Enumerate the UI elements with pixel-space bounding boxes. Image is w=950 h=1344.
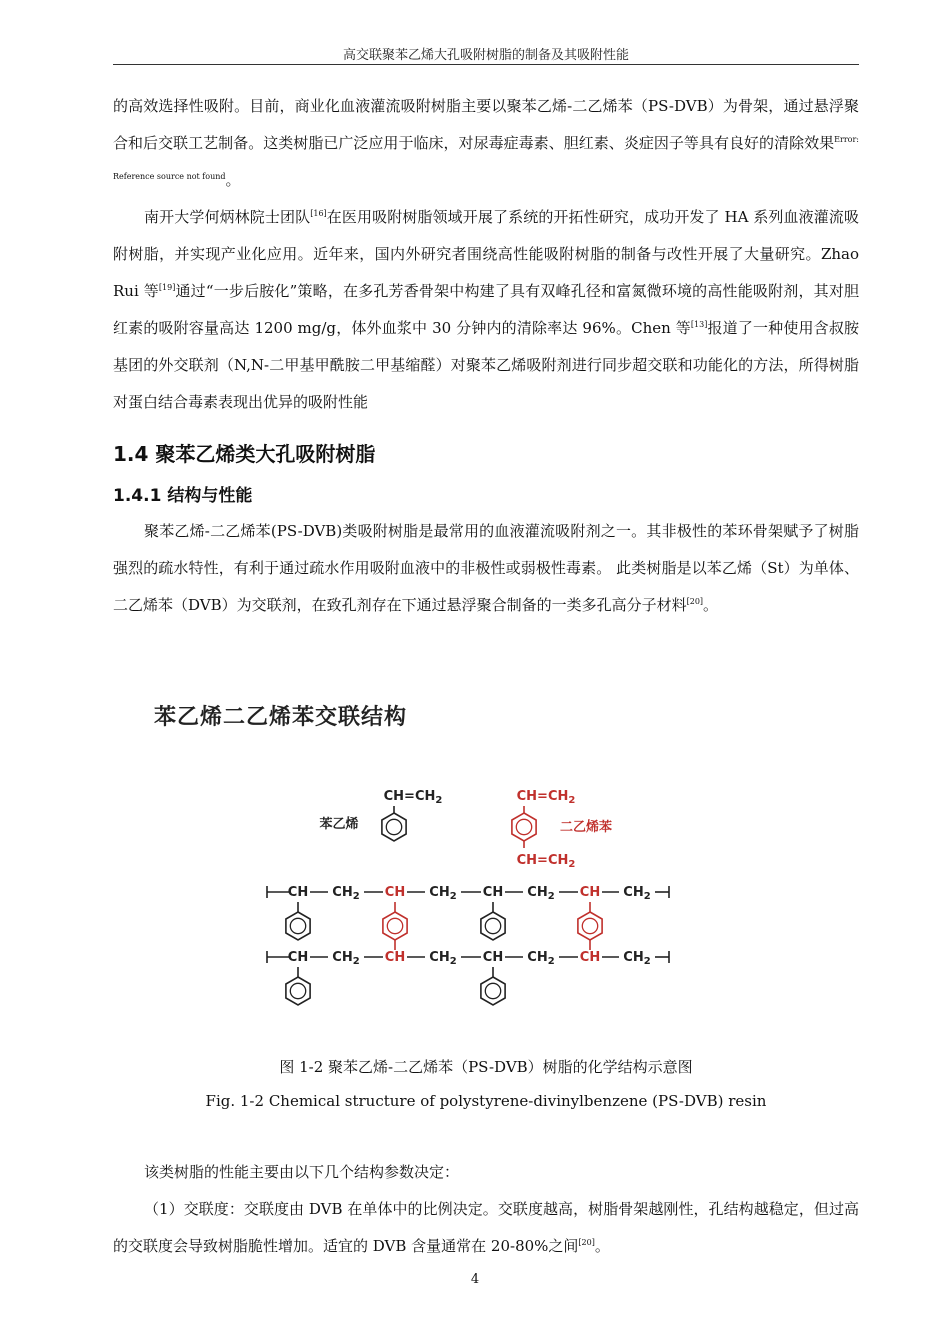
crosslink-ring-1-ring [582, 918, 597, 933]
page-number: 4 [470, 1272, 480, 1287]
chain-ch-1-6: CH [579, 950, 601, 965]
citation-19: [19] [158, 283, 176, 292]
phenyl-ring-bottom-1 [481, 977, 505, 1005]
chain-ch2-1-7: $CH_2$ [623, 950, 651, 967]
paragraph-1-end: 。 [225, 171, 241, 189]
chain-ch2-0-7: $CH_2$ [623, 885, 651, 902]
paragraph-2-text-1: 南开大学何炳林院士团队 [144, 208, 311, 226]
styrene-ring [382, 813, 406, 841]
paragraph-1 [113, 88, 859, 199]
phenyl-ring-bottom-1-ring [485, 983, 500, 998]
paragraph-3 [113, 513, 859, 624]
phenyl-ring-top-0-ring [290, 918, 305, 933]
chain-ch-0-4: CH [482, 885, 504, 900]
paragraph-3-text: 聚苯乙烯-二乙烯苯(PS-DVB)类吸附树脂是最常用的血液灌流吸附剂之一。其非极性的苯环骨架赋予了树脂强烈的疏水特性，有利于通过疏水作用吸附血液中的非极性或弱极性毒素。 此类树脂是以苯乙烯（St）为单体、二乙烯苯（DVB）为交联剂，在致孔剂存在下通过悬浮聚合制备的一类多孔高分子材料 [113, 522, 859, 614]
dvb-ring [512, 813, 536, 841]
chain-ch-0-6: CH [579, 885, 601, 900]
section-heading: 1.4 聚苯乙烯类大孔吸附树脂 [113, 442, 376, 466]
paragraph-2-text-3: 通过“一步后胺化”策略，在多孔芳香骨架中构建了具有双峰孔径和富氮微环境的高性能吸附剂，其对胆红素的吸附容量高达 1200 mg/g，体外血浆中 30 分钟内的清除率达 96%。Chen 等 [113, 282, 859, 337]
post-figure-text [113, 1154, 859, 1265]
paragraph-5-end: 。 [594, 1237, 610, 1255]
paragraph-5 [113, 1191, 859, 1265]
paragraph-3-end: 。 [703, 596, 719, 614]
phenyl-ring-bottom-0 [286, 977, 310, 1005]
paragraph-2-text-4: 报道了一种使用含叔胺基团的外交联剂（N,N-二甲基甲酰胺二甲基缩醛）对聚苯乙烯吸附剂进行同步超交联和功能化的方法，所得树脂对蛋白结合毒素表现出优异的吸附性能 [113, 319, 859, 411]
citation-13: [13] [690, 320, 708, 329]
running-header: 高交联聚苯乙烯大孔吸附树脂的制备及其吸附性能 [342, 48, 629, 63]
dvb-label: 二乙烯苯 [559, 820, 613, 835]
subsection-heading: 1.4.1 结构与性能 [113, 486, 253, 506]
paragraph-1-text: 的高效选择性吸附。目前，商业化血液灌流吸附树脂主要以聚苯乙烯-二乙烯苯（PS-DVB）为骨架，通过悬浮聚合和后交联工艺制备。这类树脂已广泛应用于临床，对尿毒症毒素、胆红素、炎症因子等具有良好的清除效果 [113, 97, 859, 152]
paragraph-5-text: （1）交联度：交联度由 DVB 在单体中的比例决定。交联度越高，树脂骨架越刚性，孔结构越稳定，但过高的交联度会导致树脂脆性增加。适宜的 DVB 含量通常在 20-80%之间 [113, 1200, 859, 1255]
crosslink-ring-0 [383, 912, 407, 940]
figure-ps-dvb [113, 700, 859, 1020]
reference-error-note: Error: Reference source not found [113, 135, 859, 181]
chain-ch2-0-5: $CH_2$ [527, 885, 555, 902]
paragraph-4: 该类树脂的性能主要由以下几个结构参数决定： [144, 1163, 460, 1181]
citation-20-b: [20] [578, 1238, 595, 1247]
phenyl-ring-top-1 [481, 912, 505, 940]
chain-ch2-0-1: $CH_2$ [332, 885, 360, 902]
chain-ch-0-2: CH [384, 885, 406, 900]
crosslink-ring-0-ring [387, 918, 402, 933]
chain-ch2-1-3: $CH_2$ [429, 950, 457, 967]
citation-16: [16] [310, 209, 327, 218]
paragraph-2 [113, 199, 859, 421]
figure-title: 苯乙烯二乙烯苯交联结构 [154, 705, 408, 730]
styrene-vinyl-group: $CH=CH_2$ [383, 789, 443, 806]
chain-ch-1-0: CH [287, 950, 309, 965]
chemical-structure-diagram [113, 700, 859, 1020]
phenyl-ring-top-1-ring [485, 918, 500, 933]
header-rule [113, 64, 859, 65]
chain-ch-1-4: CH [482, 950, 504, 965]
chain-ch2-0-3: $CH_2$ [429, 885, 457, 902]
dvb-bottom-vinyl-group: $CH=CH_2$ [516, 853, 576, 870]
dvb-top-vinyl-group: $CH=CH_2$ [516, 789, 576, 806]
chain-ch2-1-5: $CH_2$ [527, 950, 555, 967]
main-text [113, 88, 859, 624]
crosslink-ring-1 [578, 912, 602, 940]
chain-ch-1-2: CH [384, 950, 406, 965]
phenyl-ring-bottom-0-ring [290, 983, 305, 998]
styrene-label: 苯乙烯 [319, 817, 359, 832]
phenyl-ring-top-0 [286, 912, 310, 940]
paragraph-2-text-2: 在医用吸附树脂领域开展了系统的开拓性研究，成功开发了 HA 系列血液灌流吸附树脂，并实现产业化应用。近年来，国内外研究者围绕高性能吸附树脂的制备与改性开展了大量研究。Zhao Rui 等 [113, 208, 859, 300]
chain-ch2-1-1: $CH_2$ [332, 950, 360, 967]
citation-20: [20] [686, 597, 704, 606]
figure-caption-en: Fig. 1-2 Chemical structure of polystyrene-divinylbenzene (PS-DVB) resin [205, 1092, 767, 1110]
styrene-ring-ring [386, 819, 401, 834]
chain-ch-0-0: CH [287, 885, 309, 900]
figure-caption-cn: 图 1-2 聚苯乙烯-二乙烯苯（PS-DVB）树脂的化学结构示意图 [279, 1058, 693, 1076]
dvb-ring-ring [516, 819, 531, 834]
